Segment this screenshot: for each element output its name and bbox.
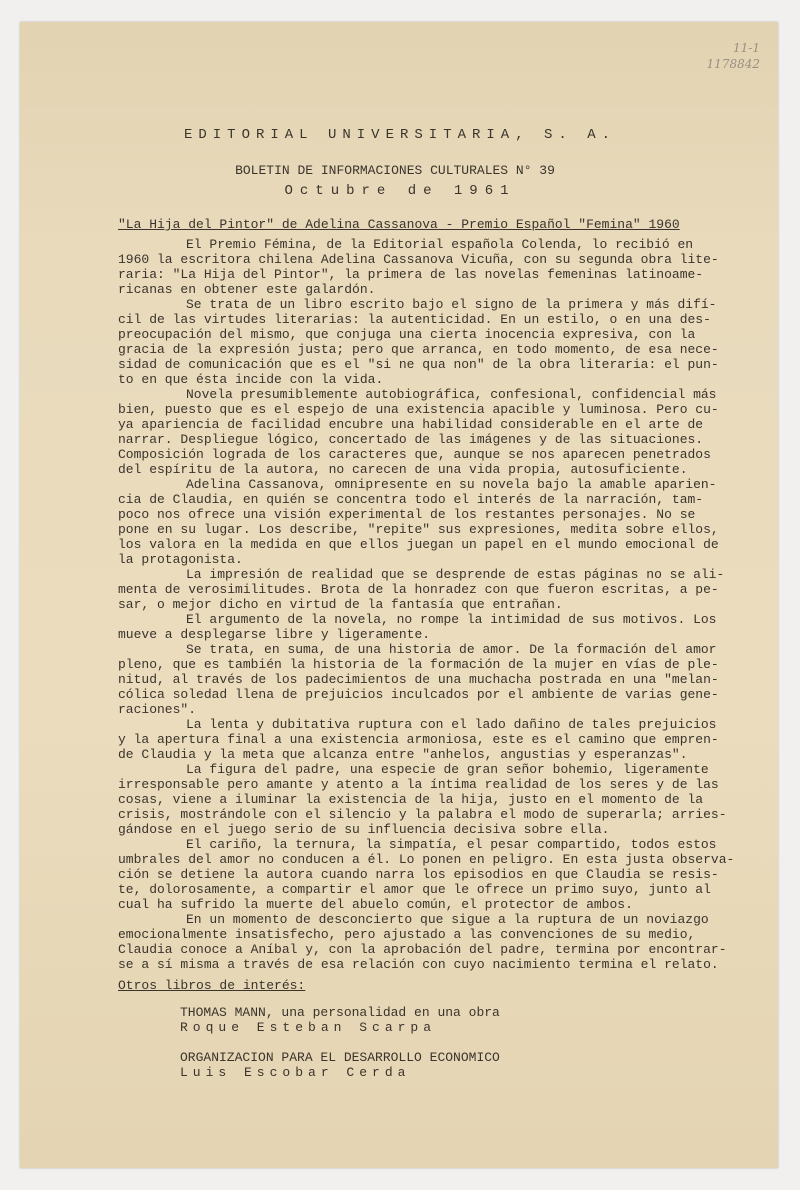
text-line: El Premio Fémina, de la Editorial española Colenda, lo recibió en (186, 237, 694, 252)
text-line: gándose en el juego serio de su influencia decisiva sobre ella. (118, 822, 610, 837)
text-line: cia de Claudia, en quién se concentra todo el interés de la narración, tam- (118, 492, 704, 507)
text-line: cosas, viene a iluminar la existencia de la hija, justo en el momento de la (118, 792, 704, 807)
text-line: narrar. Despliegue lógico, concertado de las imágenes y de las situaciones. (118, 432, 704, 447)
text-line: irresponsable pero amante y atento a la íntima realidad de los seres y de las (118, 777, 719, 792)
bulletin-date: Octubre de 1961 (284, 183, 516, 199)
text-line: La impresión de realidad que se desprende de estas páginas no se ali- (186, 567, 725, 582)
text-line: Novela presumiblemente autobiográfica, confesional, confidencial más (186, 387, 717, 402)
text-line: los valora en la medida en que ellos juegan un papel en el mundo emocional de (118, 537, 719, 552)
paragraph (118, 297, 738, 387)
text-line: En un momento de desconcierto que sigue a la ruptura de un noviazgo (186, 912, 709, 927)
paragraph (118, 762, 738, 837)
text-line: Composición lograda de los caracteres que, aunque se nos aparecen penetrados (118, 447, 711, 462)
text-line: 1960 la escritora chilena Adelina Cassanova Vicuña, con su segunda obra lite- (118, 252, 719, 267)
text-line: preocupación del mismo, que conjuga una cierta inocencia expresiva, con la (118, 327, 696, 342)
text-line: ción se detiene la autora cuando narra los episodios en que Claudia se resis- (118, 867, 719, 882)
paragraph (118, 387, 738, 477)
article-body (118, 237, 738, 972)
text-line: Se trata de un libro escrito bajo el signo de la primera y más difí- (186, 297, 717, 312)
other-books-label: Otros libros de interés: (118, 978, 306, 993)
text-line: y la apertura final a una existencia armoniosa, este es el camino que empren- (118, 732, 719, 747)
text-line: poco nos ofrece una visión experimental de los restantes personajes. No se (118, 507, 696, 522)
text-line: to en que ésta incide con la vida. (118, 372, 384, 387)
text-line: Adelina Cassanova, omnipresente en su novela bajo la amable aparien- (186, 477, 717, 492)
text-line: nitud, al través de los padecimientos de una muchacha postrada en una "melan- (118, 672, 719, 687)
text-line: cólica soledad llena de prejuicios inculcados por el ambiente de varias gene- (118, 687, 719, 702)
text-line: ricanas en obtener este galardón. (118, 282, 376, 297)
text-line: bien, puesto que es el espejo de una existencia apacible y luminosa. Pero cu- (118, 402, 719, 417)
text-line: la protagonista. (118, 552, 243, 567)
text-line: sar, o mejor dicho en virtud de la fantasía que entrañan. (118, 597, 563, 612)
text-line: pleno, que es también la historia de la formación de la mujer en vías de ple- (118, 657, 719, 672)
paragraph (118, 237, 738, 297)
text-line: La figura del padre, una especie de gran señor bohemio, ligeramente (186, 762, 709, 777)
handwritten-folio: 11-1 (733, 41, 760, 55)
text-line: del espíritu de la autora, no carecen de una vida propia, autosuficiente. (118, 462, 688, 477)
text-line: crisis, mostrándole con el silencio y la palabra el modo de superarla; arries- (118, 807, 727, 822)
book-title: ORGANIZACION PARA EL DESARROLLO ECONOMICO (180, 1050, 500, 1065)
paragraph (118, 717, 738, 762)
article-heading: "La Hija del Pintor" de Adelina Cassanova - Premio Español "Femina" 1960 (118, 217, 680, 232)
handwritten-annotation (700, 40, 760, 72)
text-line: te, dolorosamente, a compartir el amor que le ofrece un primo suyo, junto al (118, 882, 711, 897)
book-author: Luis Escobar Cerda (180, 1065, 411, 1080)
paragraph (118, 567, 738, 612)
text-line: umbrales del amor no conducen a él. Lo ponen en peligro. En esta justa observa- (118, 852, 735, 867)
publisher-name: EDITORIAL UNIVERSITARIA, S. A. (183, 127, 617, 143)
text-line: El argumento de la novela, no rompe la intimidad de sus motivos. Los (186, 612, 717, 627)
text-line: cual ha sufrido la muerte del abuelo común, el protector de ambos. (118, 897, 633, 912)
paragraph (118, 912, 738, 972)
text-line: ya apariencia de facilidad encubre una habilidad considerable en el arte de (118, 417, 704, 432)
text-line: Se trata, en suma, de una historia de amor. De la formación del amor (186, 642, 717, 657)
text-line: raciones". (118, 702, 197, 717)
paragraph (118, 612, 738, 642)
text-line: gracia de la expresión justa; pero que arranca, en todo momento, de esa nece- (118, 342, 719, 357)
text-line: Claudia conoce a Aníbal y, con la aprobación del padre, termina por encontrar- (118, 942, 727, 957)
text-line: raria: "La Hija del Pintor", la primera de las novelas femeninas latinoame- (118, 267, 704, 282)
text-line: mueve a desplegarse libre y ligeramente. (118, 627, 431, 642)
text-line: menta de verosimilitudes. Brota de la honradez con que fueron escritas, a pe- (118, 582, 719, 597)
bulletin-title: BOLETIN DE INFORMACIONES CULTURALES N° 39 (235, 163, 555, 178)
text-line: El cariño, la ternura, la simpatía, el pesar compartido, todos estos (186, 837, 717, 852)
book-entry (180, 1050, 500, 1080)
text-line: La lenta y dubitativa ruptura con el lado dañino de tales prejuicios (186, 717, 717, 732)
book-author: Roque Esteban Scarpa (180, 1020, 437, 1035)
paragraph (118, 642, 738, 717)
text-line: sidad de comunicación que es el "si ne qua non" de la obra literaria: el pun- (118, 357, 719, 372)
text-line: cil de las virtudes literarias: la autenticidad. En un estilo, o en una des- (118, 312, 711, 327)
text-line: pone en su lugar. Los describe, "repite" sus expresiones, medita sobre ellos, (118, 522, 719, 537)
text-line: de Claudia y la meta que alcanza entre "anhelos, angustias y esperanzas". (118, 747, 688, 762)
paragraph (118, 837, 738, 912)
handwritten-catalog-number: 1178842 (706, 57, 760, 71)
book-title: THOMAS MANN, una personalidad en una obra (180, 1005, 500, 1020)
book-entry (180, 1005, 500, 1035)
text-line: se a sí misma a través de esa relación con cuyo nacimiento termina el relato. (118, 957, 719, 972)
text-line: emocionalmente insatisfecho, pero ajustado a las convenciones de su medio, (118, 927, 696, 942)
paragraph (118, 477, 738, 567)
